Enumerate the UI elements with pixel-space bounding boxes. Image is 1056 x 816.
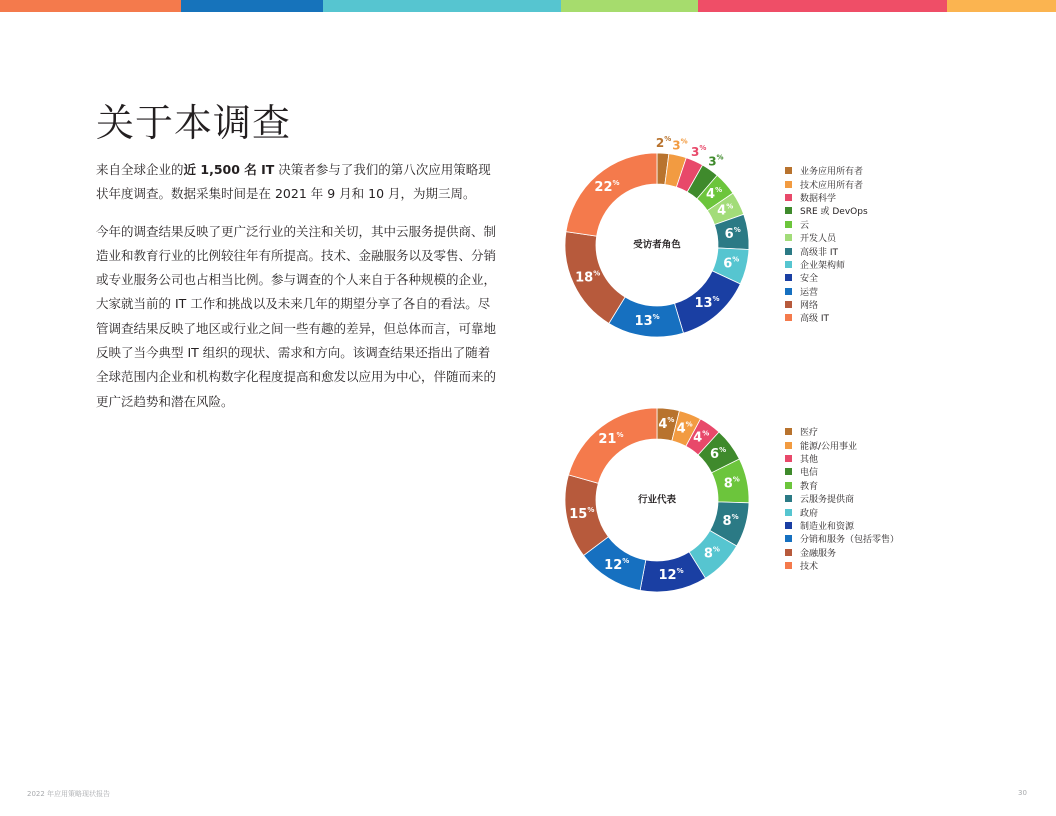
body-text: [96, 158, 496, 427]
legend-swatch: [785, 167, 792, 174]
legend-swatch: [785, 549, 792, 556]
legend-item: [785, 492, 899, 505]
slice-value-label: 4%: [676, 420, 693, 437]
donut-center-label: 受访者角色: [633, 239, 681, 251]
slice-value-label: 22%: [594, 179, 620, 195]
legend-label: 能源/公用事业: [800, 441, 858, 452]
slice-value-label: 4%: [717, 202, 734, 218]
legend-item: [785, 519, 899, 532]
legend-swatch: [785, 562, 792, 569]
details-paragraph: 今年的调查结果反映了更广泛行业的关注和关切，其中云服务提供商、制造业和教育行业的比例较往年有所提高。技术、金融服务以及零售、分销或专业服务公司也占相当比例。参与调查的个人来自于各种规模的企业，大家就当前的 IT 工作和挑战以及未来几年的期望分享了各自的看法。尽管调查结果反映了地区或行业之间一些有趣的差异，但总体而言，可靠地反映了当今典型 IT 组织的现状、需求和方向。该调查结果还指出了随着全球范围内企业和机构数字化程度提高和愈发以应用为中心，伴随而来的更广泛趋势和潜在风险。: [96, 223, 497, 409]
legend-label: 技术应用所有者: [800, 180, 864, 191]
legend-swatch: [785, 442, 792, 449]
legend-swatch: [785, 482, 792, 489]
slice-value-label: 3%: [691, 143, 707, 159]
slice-value-label: 3%: [708, 153, 724, 169]
top-bar-segment: [698, 0, 947, 12]
intro-text-start: 来自全球企业的: [96, 162, 184, 177]
legend-swatch: [785, 509, 792, 516]
legend-item: [785, 258, 868, 271]
legend-item: [785, 311, 868, 324]
top-bar-segment: [561, 0, 698, 12]
legend-swatch: [785, 221, 792, 228]
respondent-roles-legend: [785, 164, 868, 325]
legend-label: 企业架构师: [800, 260, 846, 271]
legend-swatch: [785, 495, 792, 502]
legend-item: [785, 164, 868, 177]
legend-swatch: [785, 288, 792, 295]
legend-swatch: [785, 455, 792, 462]
industry-legend: [785, 425, 899, 572]
legend-label: 政府: [800, 508, 819, 519]
legend-swatch: [785, 274, 792, 281]
legend-label: 教育: [800, 481, 819, 492]
industry-donut: [565, 408, 749, 592]
donut-center-label: 行业代表: [637, 494, 677, 506]
slice-value-label: 21%: [598, 430, 624, 447]
page-number: 30: [1018, 789, 1027, 797]
slice-value-label: 4%: [706, 186, 723, 202]
slice-value-label: 8%: [722, 512, 739, 529]
legend-item: [785, 425, 899, 438]
legend-label: 技术: [800, 562, 819, 573]
legend-label: 高级 IT: [800, 314, 830, 325]
legend-swatch: [785, 314, 792, 321]
slice-value-label: 13%: [634, 312, 660, 329]
legend-item: [785, 191, 868, 204]
legend-label: 开发人员: [800, 234, 837, 245]
legend-item: [785, 559, 899, 572]
slice-value-label: 8%: [723, 475, 740, 492]
slice-value-label: 6%: [723, 255, 740, 271]
legend-swatch: [785, 301, 792, 308]
legend-label: 业务应用所有者: [800, 167, 864, 178]
slice-value-label: 3%: [672, 137, 688, 153]
legend-swatch: [785, 428, 792, 435]
slice-value-label: 2%: [655, 135, 672, 151]
intro-highlight: 近 1,500 名 IT: [183, 162, 275, 177]
slice-value-label: 8%: [703, 545, 720, 561]
donut-slice: [565, 232, 625, 324]
legend-label: 安全: [800, 274, 819, 285]
legend-item: [785, 218, 868, 231]
legend-label: 云服务提供商: [800, 495, 855, 506]
legend-swatch: [785, 181, 792, 188]
top-bar-segment: [947, 0, 1056, 12]
legend-label: 数据科学: [800, 193, 837, 204]
slice-value-label: 4%: [693, 429, 710, 446]
legend-label: 云: [800, 220, 810, 231]
top-bar-segment: [0, 0, 181, 12]
slice-value-label: 4%: [658, 416, 675, 432]
legend-label: 医疗: [800, 428, 819, 439]
slice-value-label: 13%: [694, 294, 720, 311]
slice-value-label: 6%: [710, 445, 727, 462]
legend-label: 制造业和资源: [800, 521, 855, 532]
legend-item: [785, 231, 868, 244]
top-color-bar: [0, 0, 1056, 12]
legend-item: [785, 452, 899, 465]
legend-item: [785, 465, 899, 478]
legend-swatch: [785, 207, 792, 214]
footer-report-title: 2022 年应用策略现状报告: [27, 790, 111, 798]
legend-item: [785, 177, 868, 190]
page-title: 关于本调查: [96, 101, 292, 145]
legend-swatch: [785, 535, 792, 542]
intro-text-end: 决策者参与了我们的第八次应用策略现状年度调查。数据采集时间是在 2021 年 9 月和 10 月，为期三周。: [96, 162, 491, 202]
slice-value-label: 18%: [575, 269, 601, 285]
legend-item: [785, 271, 868, 284]
legend-item: [785, 505, 899, 518]
legend-swatch: [785, 468, 792, 475]
legend-item: [785, 479, 899, 492]
legend-label: 其他: [800, 454, 819, 465]
legend-label: SRE 或 DevOps: [800, 207, 868, 218]
top-bar-segment: [181, 0, 323, 12]
legend-item: [785, 204, 868, 217]
legend-label: 电信: [800, 468, 819, 479]
legend-label: 分销和服务（包括零售）: [800, 535, 900, 546]
legend-item: [785, 438, 899, 451]
legend-item: [785, 532, 899, 545]
top-bar-segment: [323, 0, 561, 12]
legend-label: 运营: [800, 287, 819, 298]
legend-swatch: [785, 234, 792, 241]
legend-item: [785, 546, 899, 559]
legend-item: [785, 285, 868, 298]
respondent-roles-donut: [565, 135, 749, 337]
respondent-roles-chart: [565, 135, 749, 337]
slice-value-label: 12%: [658, 567, 684, 583]
legend-swatch: [785, 261, 792, 268]
legend-swatch: [785, 248, 792, 255]
slice-value-label: 12%: [604, 557, 630, 573]
legend-label: 高级非 IT: [800, 247, 839, 258]
slice-value-label: 6%: [724, 225, 741, 242]
legend-swatch: [785, 194, 792, 201]
legend-label: 网络: [800, 301, 819, 312]
slice-value-label: 15%: [569, 506, 595, 522]
legend-swatch: [785, 522, 792, 529]
legend-item: [785, 298, 868, 311]
industry-chart: [565, 408, 749, 592]
legend-label: 金融服务: [800, 548, 837, 559]
legend-item: [785, 244, 868, 257]
intro-paragraph: [96, 158, 496, 207]
